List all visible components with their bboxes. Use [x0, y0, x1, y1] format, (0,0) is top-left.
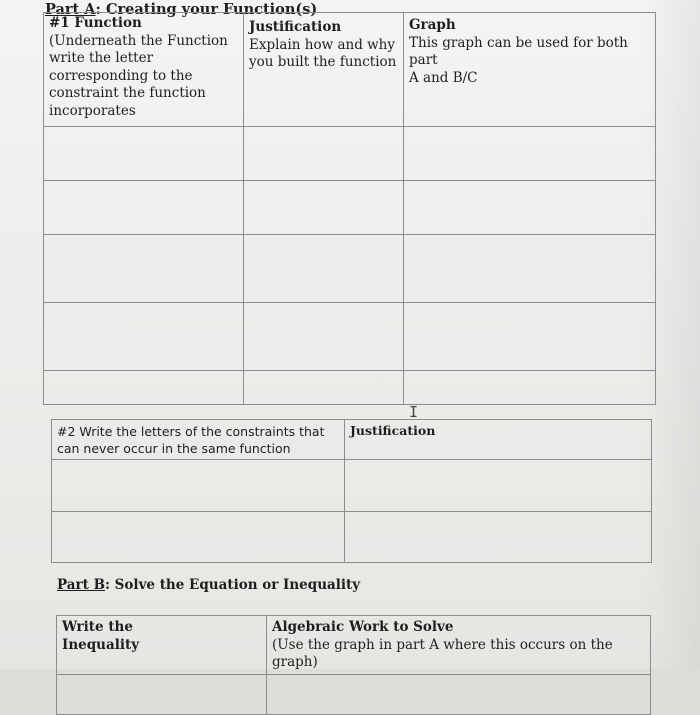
justification-header-title: Justification — [249, 19, 342, 35]
constraints-prompt-line-1: #2 Write the letters of the constraints that — [57, 424, 325, 439]
constraints-header-row — [52, 420, 652, 460]
constraints-table — [51, 419, 652, 563]
constraints-letters-cell[interactable] — [52, 460, 345, 512]
algebraic-work-title: Algebraic Work to Solve — [272, 619, 454, 635]
constraints-letters-cell[interactable] — [52, 512, 345, 563]
function-row — [44, 127, 656, 181]
text-cursor-icon: I — [409, 403, 419, 421]
part-b-title: : Solve the Equation or Inequality — [105, 577, 361, 593]
function-cell[interactable] — [44, 181, 244, 235]
inequality-header-line-1: Write the — [62, 619, 133, 635]
constraints-prompt-cell — [52, 420, 345, 460]
function-header-desc-5: incorporates — [49, 102, 136, 119]
function-row — [44, 181, 656, 235]
constraints-row — [52, 512, 652, 563]
algebraic-work-header-cell — [267, 616, 651, 675]
graph-cell[interactable] — [404, 371, 656, 405]
constraints-justification-title: Justification — [350, 423, 436, 438]
graph-cell[interactable] — [404, 181, 656, 235]
part-b-row — [57, 674, 651, 714]
function-cell[interactable] — [44, 235, 244, 303]
function-header-desc-3: corresponding to the — [49, 67, 193, 84]
algebraic-work-desc: (Use the graph in part A where this occurs on the graph) — [272, 636, 613, 670]
graph-header-desc-2: A and B/C — [409, 69, 478, 86]
function-header-cell — [44, 13, 244, 127]
justification-cell[interactable] — [244, 127, 404, 181]
function-cell[interactable] — [44, 127, 244, 181]
justification-cell[interactable] — [244, 235, 404, 303]
algebraic-work-cell[interactable] — [267, 674, 651, 714]
part-b-label: Part B — [57, 577, 105, 593]
function-header-desc-2: write the letter — [49, 50, 154, 66]
part-b-heading — [57, 577, 360, 593]
justification-header-cell — [244, 13, 404, 127]
constraints-justification-cell[interactable] — [345, 512, 652, 563]
part-a-header-row — [44, 13, 656, 127]
part-b-header-row — [57, 616, 651, 675]
function-row — [44, 371, 656, 405]
graph-cell[interactable] — [404, 235, 656, 303]
constraints-row — [52, 460, 652, 512]
part-a-label: Part A — [45, 1, 96, 18]
graph-header-desc-1: This graph can be used for both part — [409, 34, 628, 68]
part-a-title: : Creating your Function(s) — [95, 1, 318, 18]
function-row — [44, 303, 656, 371]
justification-header-desc-1: Explain how and why — [249, 36, 396, 53]
function-header-desc-4: constraint the function — [49, 85, 206, 101]
constraints-justification-header — [345, 420, 652, 460]
constraints-prompt-line-2: can never occur in the same function — [57, 440, 291, 456]
graph-cell[interactable] — [404, 127, 656, 181]
part-a-table — [43, 12, 656, 405]
graph-cell[interactable] — [404, 303, 656, 371]
justification-cell[interactable] — [244, 303, 404, 371]
inequality-cell[interactable] — [57, 674, 267, 714]
justification-header-desc-2: you built the function — [249, 54, 397, 70]
graph-header-title: Graph — [409, 17, 456, 33]
justification-cell[interactable] — [244, 371, 404, 405]
inequality-header-line-2: Inequality — [62, 636, 140, 653]
graph-header-cell — [404, 13, 656, 127]
part-b-table — [56, 615, 651, 715]
justification-cell[interactable] — [244, 181, 404, 235]
function-row — [44, 235, 656, 303]
function-header-desc-1: (Underneath the Function — [49, 32, 228, 49]
inequality-header-cell — [57, 616, 267, 675]
function-header-title: #1 Function — [49, 15, 142, 31]
constraints-justification-cell[interactable] — [345, 460, 652, 512]
function-cell[interactable] — [44, 303, 244, 371]
function-cell[interactable] — [44, 371, 244, 405]
